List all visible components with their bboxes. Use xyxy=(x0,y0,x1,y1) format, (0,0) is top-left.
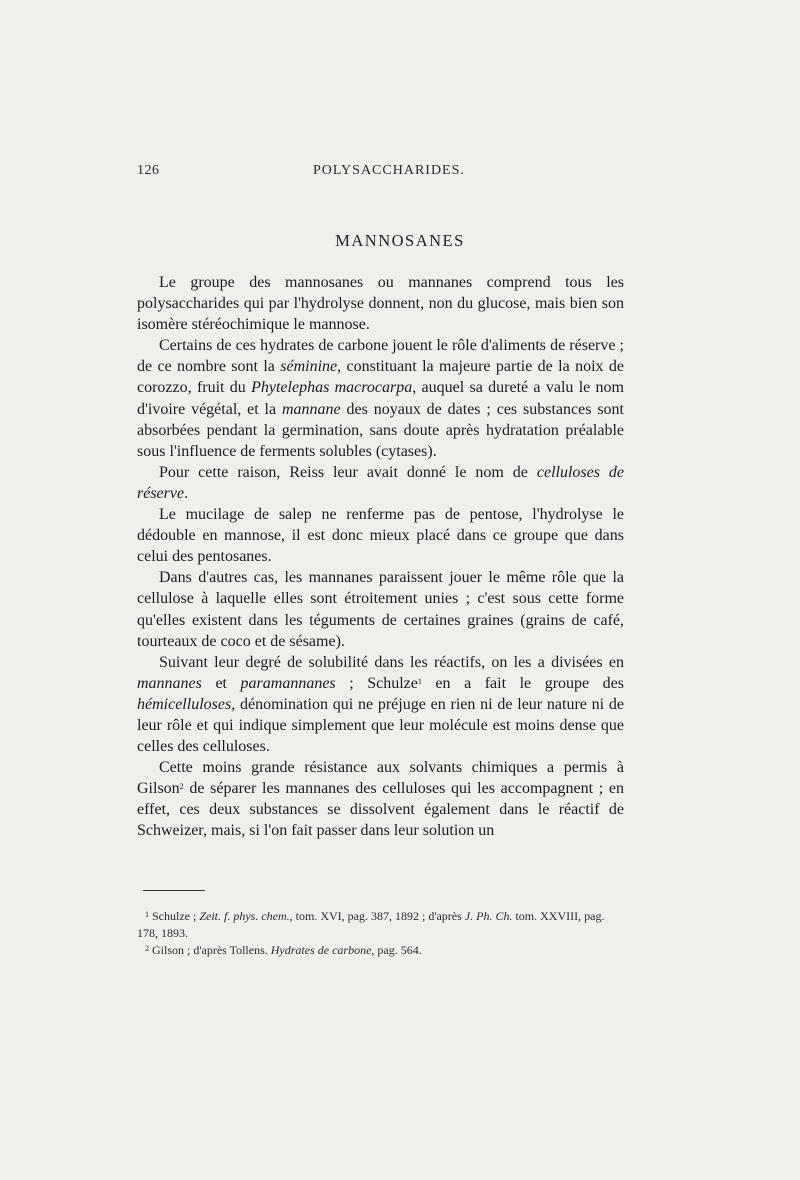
footnote-marker: 1 xyxy=(417,676,422,686)
paragraph-text: , dénomination qui ne préjuge en rien ni de leur nature ni de leur rôle et qui indique simplement que leur molécule est moins dense que celles des celluloses. xyxy=(137,695,624,756)
footnote-separator xyxy=(143,890,205,891)
footnote-italic: Zeit. f. phys. chem. xyxy=(199,909,290,923)
paragraph-text: et xyxy=(201,674,241,692)
italic-term: mannanes xyxy=(137,674,202,692)
footnote-number: 2 xyxy=(145,944,149,953)
paragraph-text: Certains de ces hydrates de carbone jouent le rôle d'aliments de réserve ; de ce nombre sont la xyxy=(137,337,624,376)
paragraph-text: Le groupe des mannosanes ou mannanes comprend tous les polysaccharides qui par l'hydrolyse donnent, non du glucose, mais bien son isomère stéréochimique le mannose. xyxy=(137,274,624,334)
paragraph-text: de séparer les mannanes des celluloses qui les accompagnent ; en effet, ces deux substances se dissolvent également dans le réactif de Schweizer, mais, si l'on fait passer dans leur solution un xyxy=(137,780,624,840)
footnote-number: 1 xyxy=(145,910,149,919)
paragraph-text: ; Schulze xyxy=(335,674,418,692)
footnote xyxy=(137,942,624,959)
italic-term: celluloses de réserve xyxy=(137,463,625,502)
running-head: POLYSACCHARIDES. xyxy=(313,163,465,178)
italic-term: hémicelluloses xyxy=(137,695,232,713)
footnote-text: Gilson ; d'après Tollens. xyxy=(149,943,271,957)
paragraph-text: Dans d'autres cas, les mannanes paraissent jouer le même rôle que la cellulose à laquelle elles sont étroitement unies ; c'est sous cette forme qu'elles existent dans les téguments de certaines graines (grains de café, tourteaux de coco et de sésame). xyxy=(137,569,624,650)
paragraph-text: , auquel sa dureté a valu le nom d'ivoire végétal, et la xyxy=(137,379,624,418)
italic-term: Phytelephas macrocarpa xyxy=(251,379,413,397)
footnote xyxy=(137,908,624,942)
paragraph xyxy=(137,567,624,651)
italic-term: séminine xyxy=(280,358,338,376)
footnote-text: Schulze ; xyxy=(149,909,200,923)
body-text xyxy=(137,272,624,842)
paragraph xyxy=(137,504,624,567)
paragraph-text: Pour cette raison, Reiss leur avait donné le nom de xyxy=(159,463,537,481)
footnote-text: , pag. 564. xyxy=(371,943,422,957)
paragraph-text: Cette moins grande résistance aux solvants chimiques a permis à Gilson xyxy=(137,759,624,798)
paragraph-text: Suivant leur degré de solubilité dans les réactifs, on les a divisées en xyxy=(159,653,624,671)
footnote-italic: J. Ph. Ch. xyxy=(464,909,513,923)
italic-term: mannane xyxy=(281,400,341,418)
footnote-marker: 2 xyxy=(179,782,184,792)
paragraph-text: , constituant la majeure partie de la noix de corozzo, fruit du xyxy=(137,358,624,397)
paragraph xyxy=(137,335,624,462)
page-number: 126 xyxy=(137,163,160,178)
paragraph-text: . xyxy=(184,484,189,502)
paragraph xyxy=(137,652,624,757)
footnotes xyxy=(137,908,624,959)
footnote-text: , tom. XVI, pag. 387, 1892 ; d'après xyxy=(289,909,465,923)
section-title: MANNOSANES xyxy=(335,231,465,250)
paragraph-text: des noyaux de dates ; ces substances sont absorbées pendant la germination, sans doute après hydratation préalable sous l'influence de ferments solubles (cytases). xyxy=(137,400,624,460)
footnote-text: tom. XXVIII, pag. 178, 1893. xyxy=(137,909,605,940)
paragraph xyxy=(137,272,624,335)
italic-term: paramannanes xyxy=(240,674,336,692)
paragraph xyxy=(137,757,624,841)
paragraph xyxy=(137,462,624,504)
paragraph-text: Le mucilage de salep ne renferme pas de pentose, l'hydrolyse le dédouble en mannose, il est donc mieux placé dans ce groupe que dans celui des pentosanes. xyxy=(137,506,624,566)
paragraph-text: en a fait le groupe des xyxy=(421,674,625,692)
footnote-italic: Hydrates de carbone xyxy=(270,943,372,957)
